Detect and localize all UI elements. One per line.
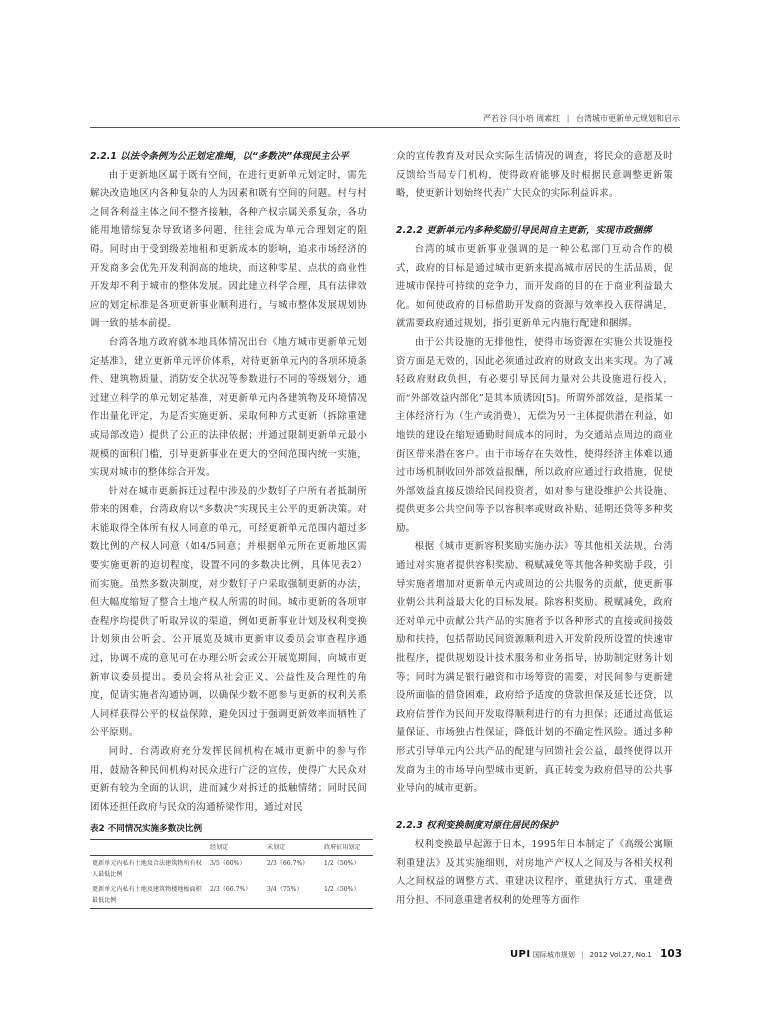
table-cell: 3/4（75%） xyxy=(267,886,303,893)
table-row-label: 更新单元内私有土地及合法建筑物所有权人最低比例 xyxy=(92,860,202,878)
table-cell: 2/3（66.7%） xyxy=(267,860,309,867)
journal-issue: 2012 Vol.27, No.1 xyxy=(589,951,652,959)
table-header-cell: 政府征用划定 xyxy=(324,844,361,851)
majority-rule-table xyxy=(90,839,373,909)
table-header-cell: 经划定 xyxy=(210,844,229,851)
table-cell: 2/3（66.7%） xyxy=(210,886,252,893)
header-separator: | xyxy=(566,114,570,123)
paragraph: 台湾各地方政府就本地具体情况出台《地方城市更新单元划定基准》，建立更新单元评价体系，对待更新单元内的各项环境条件、建筑物质量、消防安全状况等参数进行不同的等级划分，通过建立科学的单元划定基准，对更新单元内各建筑物及环境情况作出量化评定，为是否实施更新、采取何种方式更新（拆除重建或局部改造）提供了公正的法律依据；并通过限制更新单元最小规模的面积门槛，引导更新事业在更大的空间范围内统一实施，实现对城市的整体综合开发。 xyxy=(90,336,367,479)
header-rule xyxy=(90,127,680,128)
table-cell: 1/2（50%） xyxy=(324,886,360,893)
header-title: 台湾城市更新单元规划和启示 xyxy=(576,114,680,123)
left-column xyxy=(90,148,367,817)
page-footer xyxy=(420,948,682,962)
paragraph: 由于更新地区属于既有空间，在进行更新单元划定时，需先解决改造地区内各种复杂的人为因素和既有空间的问题。村与村之间各利益主体之间不整齐接触，各种产权宗属关系复杂，各功能用地错综复杂导致诸多问题，往往会成为单元合理划定的阻碍。同时由于受到级差地租和更新成本的影响，追求市场经济的开发商多会优先开发利润高的地块，而这种零星、点状的商业性开发却不利于城市的整体发展。因此建立科学合理，具有法律效应的划定标准是各项更新事业顺利进行，与城市整体发展规划协调一致的基本前提。 xyxy=(90,169,367,330)
table-row-label: 更新单元内私有土地及建筑物楼地板面积最低比例 xyxy=(92,886,202,904)
journal-logo: UPI xyxy=(509,949,531,960)
paragraph: 针对在城市更新拆迁过程中涉及的少数钉子户所有者抵制所带来的困难，台湾政府以“多数决”实现民主公平的更新决策。对未能取得全体所有权人同意的单元，可经更新单元范围内超过多数比例的产权人同意（如4/5同意；并根据单元所在更新地区需要实施更新的迫切程度，设置不同的多数决比例，具体见表2）而实施。虽然多数决制度，对少数钉子户采取强制更新的办法，但大幅度缩短了整合土地产权人所需的时间。城市更新的各项审查程序均提供了听取异议的渠道，例如更新事业计划及权利变换计划须由公听会、公开展览及城市更新审议委员会审查程序通过，协调不成的意见可在办理公听会或公开展览期间，向城市更新审议委员提出。委员会将从社会正义、公益性及合理性的角度，促请实施者沟通协调，以确保少数不愿参与更新的权利关系人同样获得公平的权益保障，避免因过于强调更新效率而牺牲了公平原则。 xyxy=(90,485,367,739)
table-cell: 1/2（50%） xyxy=(324,860,360,867)
page-number: 103 xyxy=(660,948,682,960)
section-heading-2-2-2: 2.2.2 更新单元内多种奖励引导民间自主更新，实现市政捆绑 xyxy=(396,225,652,237)
paragraph-continuation: 众的宣传教育及对民众实际生活情况的调查，将民众的意愿及时反馈给当局专门机构，使得政府能够及时根据民意调整更新策略，使更新计划始终代表广大民众的实际利益诉求。 xyxy=(396,151,673,200)
journal-name: 国际城市规划 xyxy=(532,951,575,959)
paragraph: 根据《城市更新容积奖励实施办法》等其他相关法规，台湾通过对实施者提供容积奖励、税赋减免等其他各种奖励手段，引导实施者增加对更新单元内或周边的公共服务的贡献，使更新事业朝公共利益最大化的目标发展。除容积奖励、税赋减免，政府还对单元中贡献公共产品的实施者予以各种形式的直接或间接鼓励和扶持，包括帮助民间资源顺利进入开发阶段所设置的快速审批程序，提供规划设计技术服务和业务指导，协助制定财务计划等；同时为满足银行融资和市场筹资的需要，对民间参与更新建设所面临的借贷困难，政府给予适度的贷款担保及延长还贷，以政府信誉作为民间开发取得顺利进行的有力担保；还通过高低运量保证、市场独占性保证，降低计划的不确定性风险。通过多种形式引导单元内公共产品的配建与回馈社会公益，最终使得以开发商为主的市场导向型城市更新，真正转变为政府倡导的公共事业导向的城市更新。 xyxy=(396,541,673,795)
right-column xyxy=(396,148,673,910)
section-heading-2-2-1: 2.2.1 以法令条例为公正划定准绳，以“多数决”体现民主公平 xyxy=(90,151,349,162)
table-header-row xyxy=(90,840,373,856)
spacer xyxy=(396,204,673,223)
table-cell: 3/5（60%） xyxy=(210,860,246,867)
paragraph: 同时，台湾政府充分发挥民间机构在城市更新中的参与作用，鼓励各种民间机构对民众进行广泛的宣传，使得广大民众对更新有较为全面的认识，进而减少对拆迁的抵触情绪；同时民间团体还担任政府与民众的沟通桥梁作用，通过对民 xyxy=(90,746,367,813)
table-header-cell xyxy=(90,840,208,856)
header-authors: 严若谷 闫小培 周素红 xyxy=(483,114,561,123)
table-2 xyxy=(90,822,373,909)
paragraph: 权利变换最早起源于日本，1995年日本制定了《高级公寓顺利重建法》及其实施细则，对房地产产权人之间及与各相关权利人之间权益的调整方式、重建决议程序、重建执行方式、重建费用分担、不同意重建者权利的处理等方面作 xyxy=(396,838,673,906)
running-header xyxy=(90,113,680,125)
section-heading-2-2-3: 2.2.3 权利变换制度对原住居民的保护 xyxy=(396,820,558,832)
paragraph: 由于公共设施的无排他性，使得市场资源在实施公共设施投资方面是无效的，因此必须通过政府的财政支出来实现。为了减轻政府财政负担，有必要引导民间力量对公共设施进行投入，而“外部效益内部化”是其本质诱因[5]。所谓外部效益，是指某一主体经济行为（生产或消费），无偿为另一主体提供潜在利益，如地铁的建设在缩短通勤时间成本的同时，为交通站点周边的商业街区带来潜在客户。由于市场存在失效性，使得经济主体难以通过市场机制收回外部效益报酬，所以政府应通过行政措施，促使外部效益直接反馈给民间投资者，如对参与建设维护公共设施、提供更多公共空间等予以容积率或财政补贴、延期还贷等多种奖励。 xyxy=(396,336,673,534)
table-row xyxy=(90,882,373,909)
table-row xyxy=(90,856,373,883)
spacer xyxy=(396,799,673,818)
table-caption: 表2 不同情况实施多数决比例 xyxy=(90,824,203,834)
table-header-cell: 未划定 xyxy=(267,844,286,851)
footer-separator: | xyxy=(581,951,584,959)
paragraph: 台湾的城市更新事业强调的是一种公私部门互动合作的模式，政府的目标是通过城市更新来提高城市居民的生活品质，促进城市保持可持续的竞争力，而开发商的目的在于商业利益最大化。如何使政府的目标借助开发商的资源与效率投入获得满足，就需要政府通过规划，指引更新单元内施行配建和捆绑。 xyxy=(396,243,673,330)
